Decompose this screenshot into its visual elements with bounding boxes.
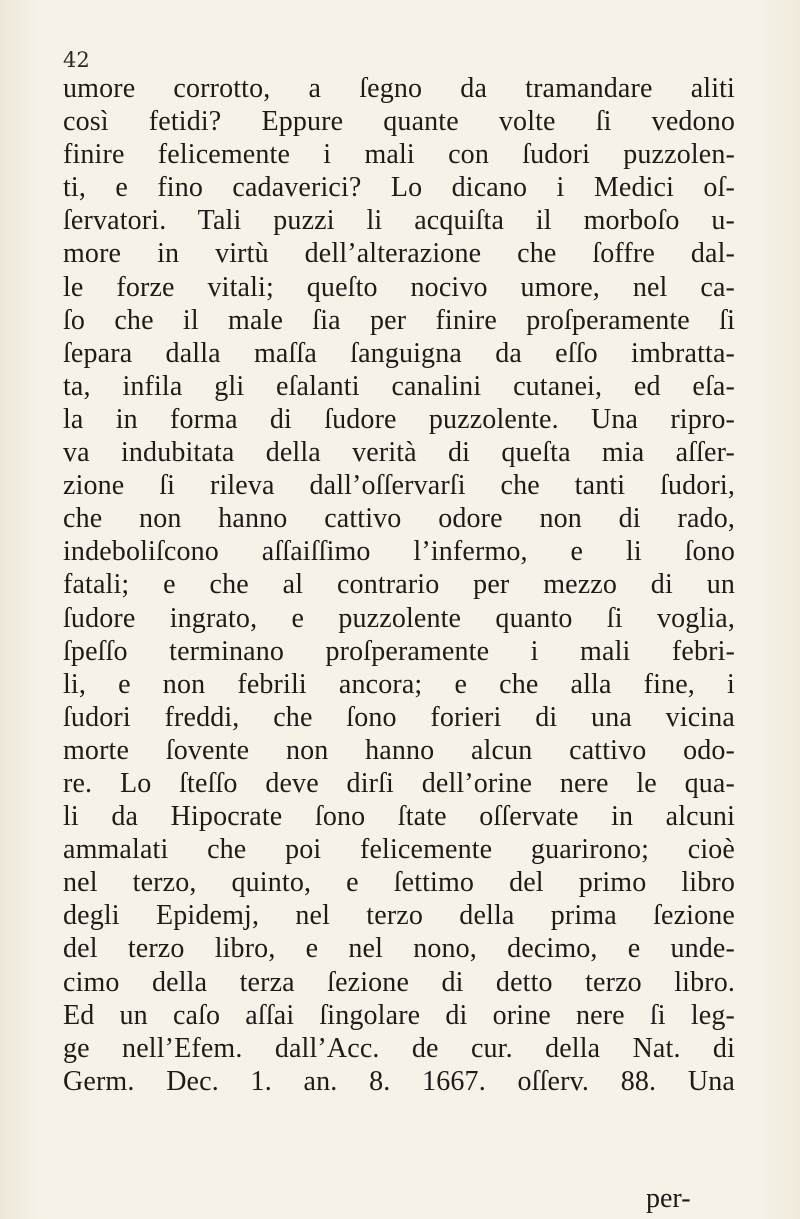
text-line: che non hanno cattivo odore non di rado, — [63, 503, 735, 535]
text-line: re. Lo ſteſſo deve dirſi dell’orine nere le qua- — [63, 767, 735, 799]
page-number: 42 — [63, 48, 90, 72]
body-text — [63, 72, 735, 1098]
text-line: ſervatori. Tali puzzi li acquiſta il morboſo u- — [63, 205, 735, 237]
text-line: ta, infila gli eſalanti canalini cutanei, ed eſa- — [63, 370, 735, 402]
text-line: ſudori freddi, che ſono forieri di una vicina — [63, 701, 735, 733]
text-line: le forze vitali; queſto nocivo umore, nel ca- — [63, 271, 735, 303]
text-line: ſudore ingrato, e puzzolente quanto ſi voglia, — [63, 602, 735, 634]
text-line: li, e non febrili ancora; e che alla fine, i — [63, 668, 735, 700]
text-line: Germ. Dec. 1. an. 8. 1667. oſſerv. 88. Una — [63, 1065, 735, 1097]
text-line: umore corrotto, a ſegno da tramandare aliti — [63, 73, 735, 104]
text-line: ſo che il male ſia per finire proſperamente ſi — [63, 304, 735, 336]
text-line: fatali; e che al contrario per mezzo di un — [63, 569, 735, 601]
text-line: indeboliſcono aſſaiſſimo l’infermo, e li ſono — [63, 536, 735, 568]
text-line: li da Hipocrate ſono ſtate oſſervate in alcuni — [63, 801, 735, 833]
text-line: va indubitata della verità di queſta mia aſſer- — [63, 437, 735, 469]
text-line: ge nell’Efem. dall’Acc. de cur. della Nat. di — [63, 1032, 735, 1064]
text-line: cimo della terza ſezione di detto terzo libro. — [63, 966, 735, 998]
text-line: zione ſi rileva dall’oſſervarſi che tanti ſudori, — [63, 470, 735, 502]
text-line: Ed un caſo aſſai ſingolare di orine nere ſi leg- — [63, 999, 735, 1031]
text-line: degli Epidemj, nel terzo della prima ſezione — [63, 900, 735, 932]
text-line: morte ſovente non hanno alcun cattivo odo- — [63, 734, 735, 766]
text-line: nel terzo, quinto, e ſettimo del primo libro — [63, 867, 735, 899]
text-line: così fetidi? Eppure quante volte ſi vedono — [63, 106, 735, 138]
text-line: more in virtù dell’alterazione che ſoffre dal- — [63, 238, 735, 270]
catchword: per- — [646, 1183, 691, 1214]
text-line: ammalati che poi felicemente guarirono; cioè — [63, 834, 735, 866]
text-line: la in forma di ſudore puzzolente. Una ripro- — [63, 403, 735, 435]
text-line: del terzo libro, e nel nono, decimo, e unde- — [63, 933, 735, 965]
text-line: ſpeſſo terminano proſperamente i mali febri- — [63, 635, 735, 667]
text-line: finire felicemente i mali con ſudori puzzolen- — [63, 139, 735, 171]
text-line: ſepara dalla maſſa ſanguigna da eſſo imbratta- — [63, 337, 735, 369]
text-line: ti, e fino cadaverici? Lo dicano i Medici oſ- — [63, 172, 735, 204]
